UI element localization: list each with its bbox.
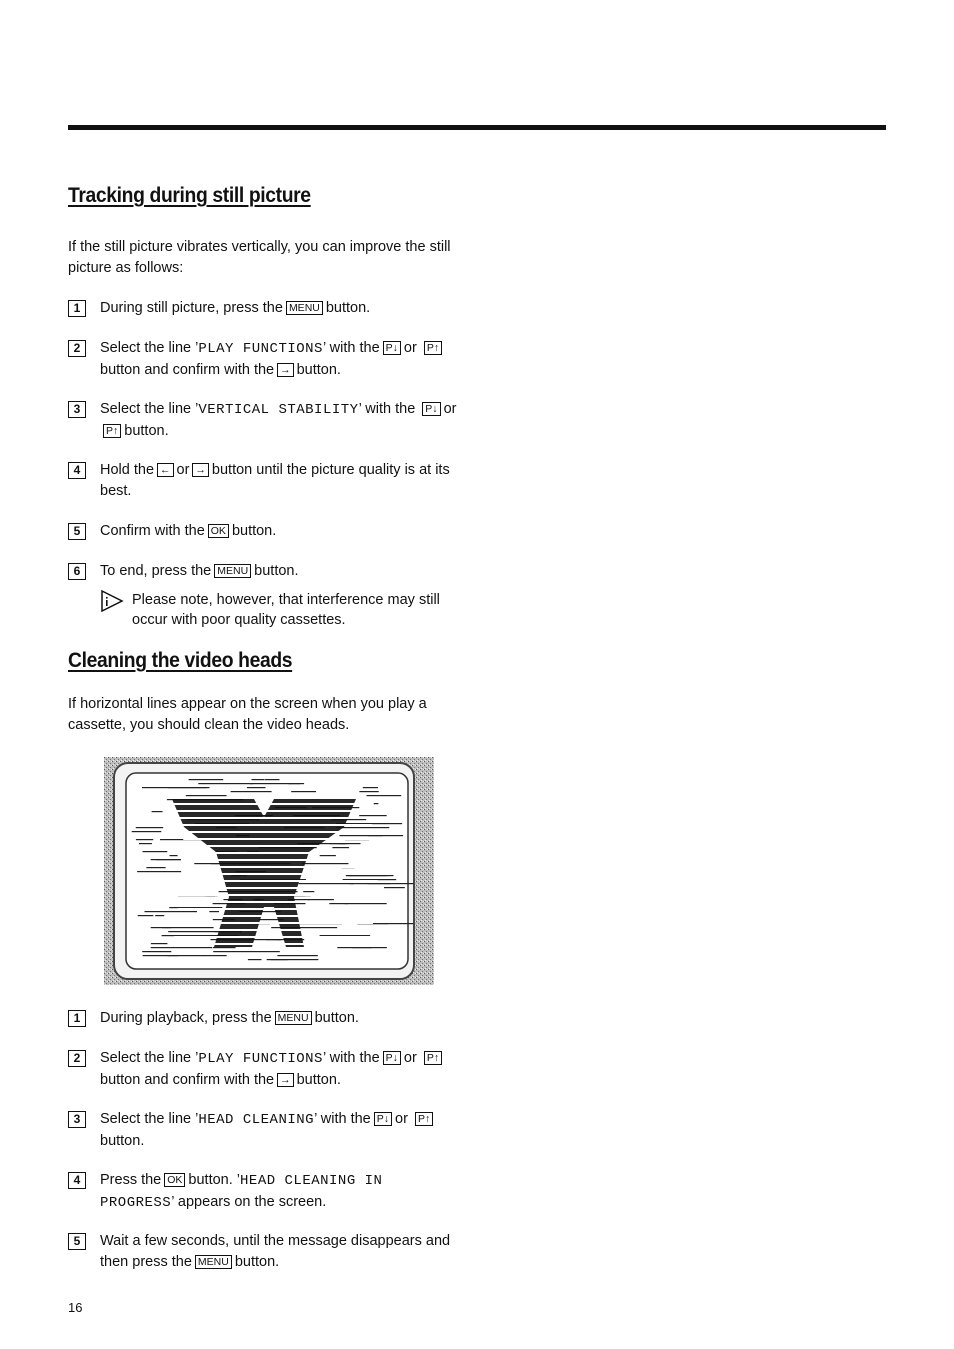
right-arrow-key: → <box>277 363 294 377</box>
info-triangle-icon <box>100 590 124 612</box>
p-up-key: P↑ <box>424 1051 442 1065</box>
menu-key: MENU <box>195 1255 232 1269</box>
menu-key: MENU <box>275 1011 312 1025</box>
step-number: 1 <box>68 300 86 317</box>
menu-line-label: PLAY FUNCTIONS <box>198 1051 323 1067</box>
status-message-label: HEAD CLEANING IN PROGRESS <box>100 1173 383 1211</box>
p-up-key: P↑ <box>415 1112 433 1126</box>
ok-key: OK <box>208 524 229 538</box>
right-arrow-key: → <box>277 1073 294 1087</box>
step-number: 5 <box>68 1233 86 1250</box>
top-rule <box>68 125 886 130</box>
p-down-key: P↓ <box>383 1051 401 1065</box>
menu-key: MENU <box>286 301 323 315</box>
page-number: 16 <box>68 1300 83 1315</box>
p-down-key: P↓ <box>374 1112 392 1126</box>
left-arrow-key: ← <box>157 463 174 477</box>
section-title-cleaning: Cleaning the video heads <box>68 649 293 672</box>
menu-line-label: PLAY FUNCTIONS <box>198 341 323 357</box>
p-up-key: P↑ <box>424 341 442 355</box>
step-number: 2 <box>68 1050 86 1067</box>
step-number: 3 <box>68 401 86 418</box>
section-title-tracking: Tracking during still picture <box>68 184 311 207</box>
p-down-key: P↓ <box>383 341 401 355</box>
p-up-key: P↑ <box>103 424 121 438</box>
note-text: Please note, however, that interference may still occur with poor quality cassettes. <box>132 592 440 628</box>
section-intro-cleaning: If horizontal lines appear on the screen when you play a cassette, you should clean the video heads. <box>68 696 427 733</box>
step-number: 4 <box>68 462 86 479</box>
right-arrow-key: → <box>192 463 209 477</box>
section-intro-tracking: If the still picture vibrates vertically, you can improve the still picture as follows: <box>68 239 451 276</box>
menu-line-label: VERTICAL STABILITY <box>198 402 359 418</box>
step-number: 1 <box>68 1010 86 1027</box>
step-number: 4 <box>68 1172 86 1189</box>
menu-key: MENU <box>214 564 251 578</box>
interference-gaps <box>164 803 401 945</box>
step-number: 2 <box>68 340 86 357</box>
step-number: 6 <box>68 563 86 580</box>
step-number: 5 <box>68 523 86 540</box>
p-down-key: P↓ <box>422 402 440 416</box>
step-number: 3 <box>68 1111 86 1128</box>
menu-line-label: HEAD CLEANING <box>198 1112 315 1128</box>
ok-key: OK <box>164 1173 185 1187</box>
tv-interference-illustration <box>104 757 434 985</box>
